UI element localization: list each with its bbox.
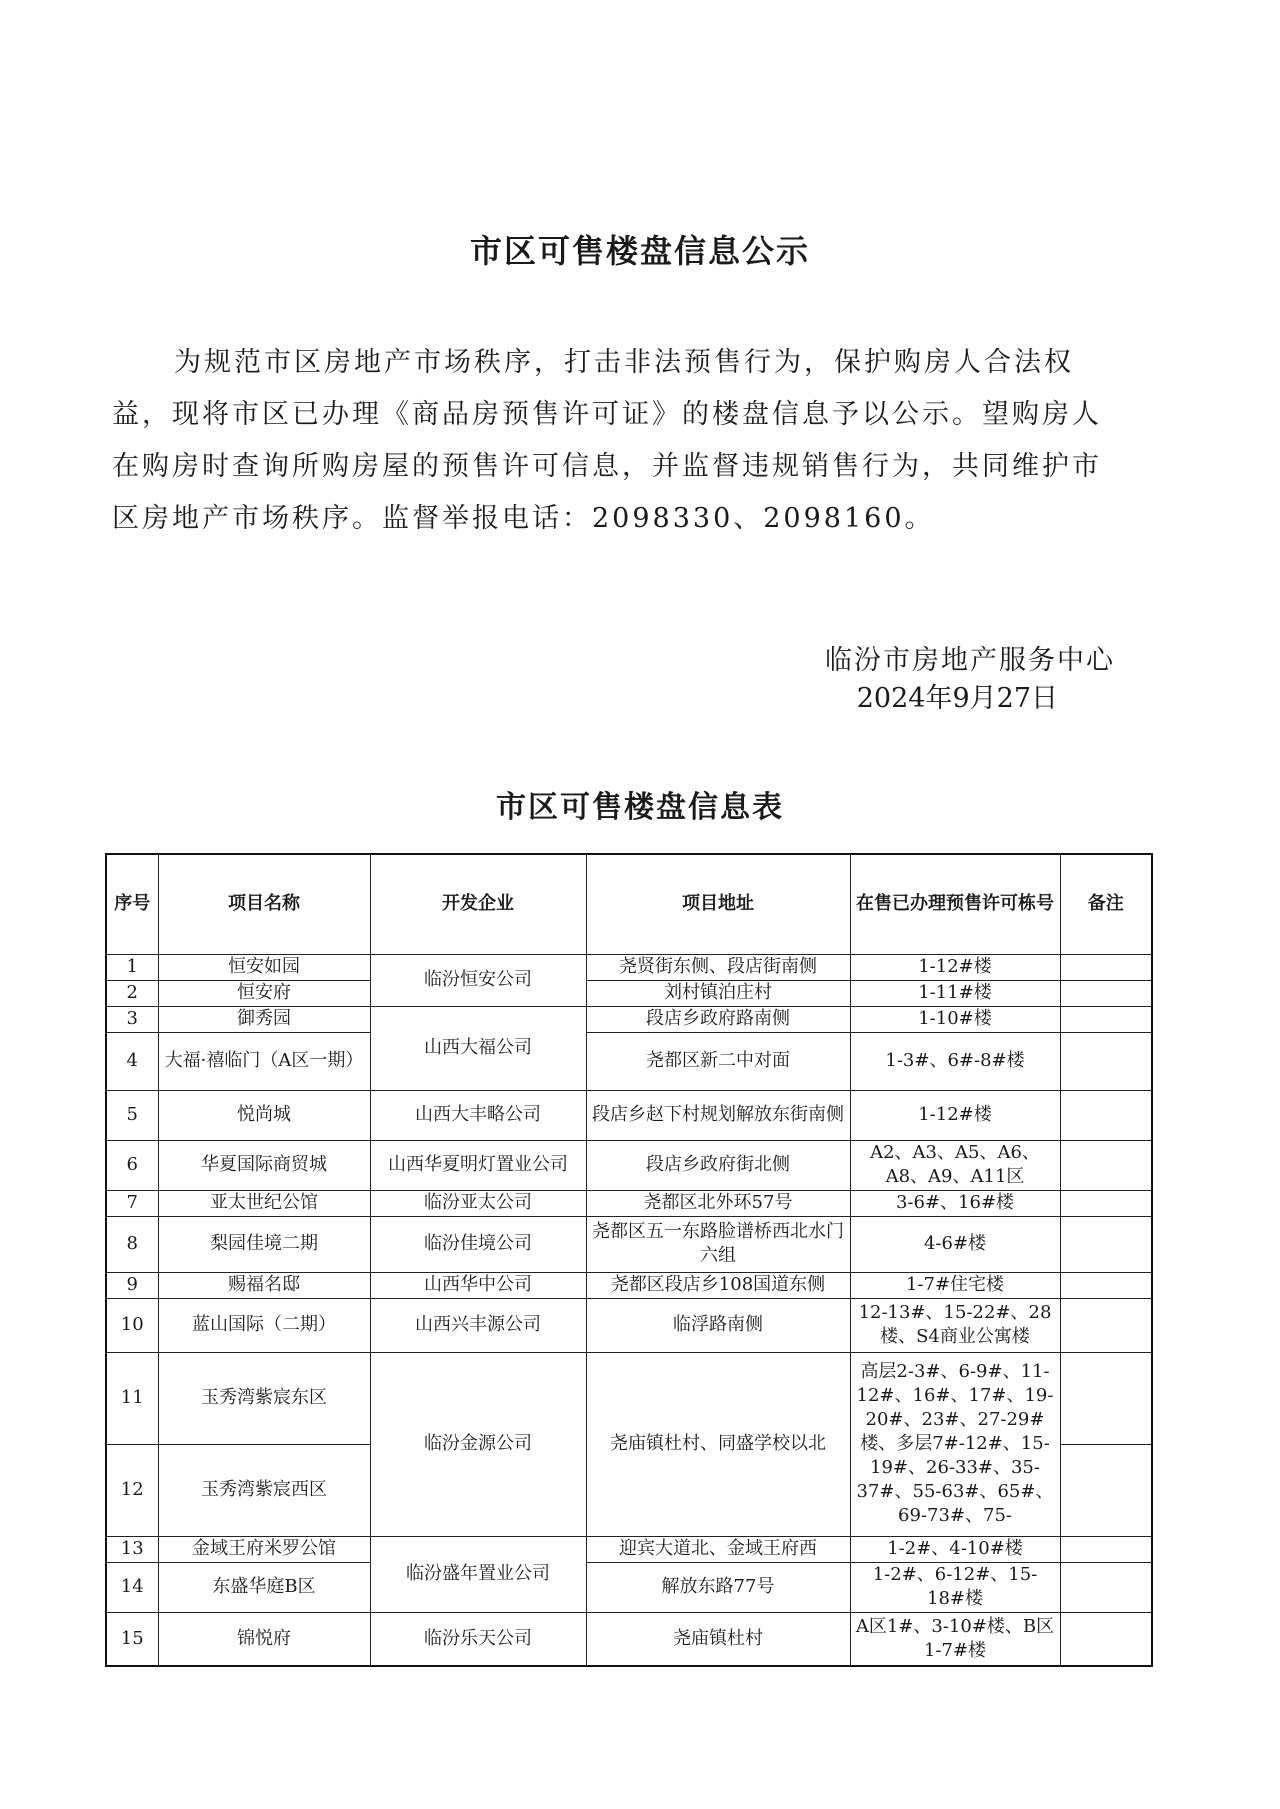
cell-name: 金域王府米罗公馆 <box>158 1536 370 1562</box>
cell-name: 亚太世纪公馆 <box>158 1190 370 1216</box>
cell-name: 大福·禧临门（A区一期） <box>158 1032 370 1090</box>
cell-note <box>1060 1190 1152 1216</box>
header-note: 备注 <box>1060 854 1152 954</box>
cell-no: 4 <box>106 1032 158 1090</box>
cell-buildings: 1-12#楼 <box>850 1090 1060 1140</box>
cell-note <box>1060 1444 1152 1536</box>
cell-note <box>1060 1032 1152 1090</box>
table-row <box>106 1090 1152 1140</box>
document-title: 市区可售楼盘信息公示 <box>469 232 810 270</box>
cell-buildings: 3-6#、16#楼 <box>850 1190 1060 1216</box>
cell-note <box>1060 1298 1152 1352</box>
cell-name: 蓝山国际（二期） <box>158 1298 370 1352</box>
issuer-name: 临汾市房地产服务中心 <box>825 645 1115 676</box>
table-row <box>106 1298 1152 1352</box>
cell-name: 赐福名邸 <box>158 1272 370 1298</box>
cell-name: 玉秀湾紫宸东区 <box>158 1352 370 1444</box>
cell-no: 6 <box>106 1140 158 1190</box>
cell-note <box>1060 1612 1152 1666</box>
cell-address: 尧都区北外环57号 <box>586 1190 850 1216</box>
cell-name: 锦悦府 <box>158 1612 370 1666</box>
cell-address: 尧都区段店乡108国道东侧 <box>586 1272 850 1298</box>
table-row <box>106 1536 1152 1562</box>
cell-address: 尧庙镇杜村、同盛学校以北 <box>586 1352 850 1536</box>
cell-note <box>1060 1090 1152 1140</box>
listing-table <box>105 853 1153 1667</box>
cell-address: 解放东路77号 <box>586 1562 850 1612</box>
cell-name: 华夏国际商贸城 <box>158 1140 370 1190</box>
cell-no: 3 <box>106 1006 158 1032</box>
header-developer: 开发企业 <box>370 854 586 954</box>
cell-buildings: A区1#、3-10#楼、B区1-7#楼 <box>850 1612 1060 1666</box>
cell-address: 临浮路南侧 <box>586 1298 850 1352</box>
table-header-row <box>106 854 1152 954</box>
cell-no: 11 <box>106 1352 158 1444</box>
cell-developer: 临汾亚太公司 <box>370 1190 586 1216</box>
cell-buildings: A2、A3、A5、A6、A8、A9、A11区 <box>850 1140 1060 1190</box>
buildings-text: 高层2-3#、6-9#、11-12#、16#、17#、19-20#、23#、27-29#楼、多层7#-12#、15-19#、26-33#、35-37#、55-63#、65#、69-73#、75- <box>856 1361 1054 1526</box>
cell-address: 尧贤街东侧、段店街南侧 <box>586 954 850 980</box>
cell-developer: 山西大福公司 <box>370 1006 586 1090</box>
table-row <box>106 1216 1152 1272</box>
cell-name: 恒安府 <box>158 980 370 1006</box>
table-row <box>106 1562 1152 1612</box>
cell-no: 7 <box>106 1190 158 1216</box>
header-name: 项目名称 <box>158 854 370 954</box>
cell-note <box>1060 954 1152 980</box>
cell-address: 段店乡政府路南侧 <box>586 1006 850 1032</box>
cell-buildings: 4-6#楼 <box>850 1216 1060 1272</box>
cell-no: 15 <box>106 1612 158 1666</box>
cell-note <box>1060 1562 1152 1612</box>
cell-buildings: 12-13#、15-22#、28楼、S4商业公寓楼 <box>850 1298 1060 1352</box>
table-row <box>106 980 1152 1006</box>
cell-name: 恒安如园 <box>158 954 370 980</box>
cell-developer: 山西华夏明灯置业公司 <box>370 1140 586 1190</box>
header-buildings: 在售已办理预售许可栋号 <box>850 854 1060 954</box>
cell-note <box>1060 1006 1152 1032</box>
cell-name: 悦尚城 <box>158 1090 370 1140</box>
table-row <box>106 1140 1152 1190</box>
cell-note <box>1060 1352 1152 1444</box>
cell-buildings <box>850 1352 1060 1536</box>
cell-name: 御秀园 <box>158 1006 370 1032</box>
cell-developer: 山西大丰略公司 <box>370 1090 586 1140</box>
cell-note <box>1060 1140 1152 1190</box>
cell-buildings: 1-2#、4-10#楼 <box>850 1536 1060 1562</box>
table-row <box>106 1190 1152 1216</box>
cell-buildings: 1-3#、6#-8#楼 <box>850 1032 1060 1090</box>
cell-buildings: 1-2#、6-12#、15-18#楼 <box>850 1562 1060 1612</box>
cell-address: 尧都区新二中对面 <box>586 1032 850 1090</box>
cell-buildings: 1-12#楼 <box>850 954 1060 980</box>
cell-address: 刘村镇泊庄村 <box>586 980 850 1006</box>
table-title: 市区可售楼盘信息表 <box>496 790 784 825</box>
cell-note <box>1060 1216 1152 1272</box>
cell-address: 段店乡政府街北侧 <box>586 1140 850 1190</box>
cell-address: 迎宾大道北、金域王府西 <box>586 1536 850 1562</box>
cell-no: 10 <box>106 1298 158 1352</box>
cell-no: 5 <box>106 1090 158 1140</box>
cell-buildings: 1-10#楼 <box>850 1006 1060 1032</box>
cell-developer: 山西华中公司 <box>370 1272 586 1298</box>
header-address: 项目地址 <box>586 854 850 954</box>
cell-developer: 临汾金源公司 <box>370 1352 586 1536</box>
cell-name: 东盛华庭B区 <box>158 1562 370 1612</box>
table-row <box>106 1006 1152 1032</box>
cell-no: 1 <box>106 954 158 980</box>
issue-date: 2024年9月27日 <box>856 683 1058 714</box>
cell-buildings: 1-7#住宅楼 <box>850 1272 1060 1298</box>
cell-no: 8 <box>106 1216 158 1272</box>
cell-buildings: 1-11#楼 <box>850 980 1060 1006</box>
cell-developer: 临汾恒安公司 <box>370 954 586 1006</box>
table-row <box>106 1612 1152 1666</box>
cell-developer: 临汾盛年置业公司 <box>370 1536 586 1612</box>
cell-developer: 山西兴丰源公司 <box>370 1298 586 1352</box>
cell-note <box>1060 980 1152 1006</box>
cell-address: 尧庙镇杜村 <box>586 1612 850 1666</box>
header-no: 序号 <box>106 854 158 954</box>
cell-address: 段店乡赵下村规划解放东街南侧 <box>586 1090 850 1140</box>
table-row <box>106 954 1152 980</box>
notice-paragraph: 为规范市区房地产市场秩序，打击非法预售行为，保护购房人合法权益，现将市区已办理《商品房预售许可证》的楼盘信息予以公示。望购房人在购房时查询所购房屋的预售许可信息，并监督违规销售行为，共同维护市区房地产市场秩序。监督举报电话：2098330、2098160。 <box>112 347 1102 534</box>
table-row <box>106 1272 1152 1298</box>
cell-no: 13 <box>106 1536 158 1562</box>
cell-note <box>1060 1272 1152 1298</box>
cell-name: 梨园佳境二期 <box>158 1216 370 1272</box>
cell-no: 12 <box>106 1444 158 1536</box>
cell-developer: 临汾乐天公司 <box>370 1612 586 1666</box>
table-row <box>106 1032 1152 1090</box>
cell-no: 14 <box>106 1562 158 1612</box>
cell-note <box>1060 1536 1152 1562</box>
cell-name: 玉秀湾紫宸西区 <box>158 1444 370 1536</box>
cell-address: 尧都区五一东路脸谱桥西北水门六组 <box>586 1216 850 1272</box>
table-row <box>106 1352 1152 1444</box>
cell-no: 9 <box>106 1272 158 1298</box>
cell-developer: 临汾佳境公司 <box>370 1216 586 1272</box>
cell-no: 2 <box>106 980 158 1006</box>
